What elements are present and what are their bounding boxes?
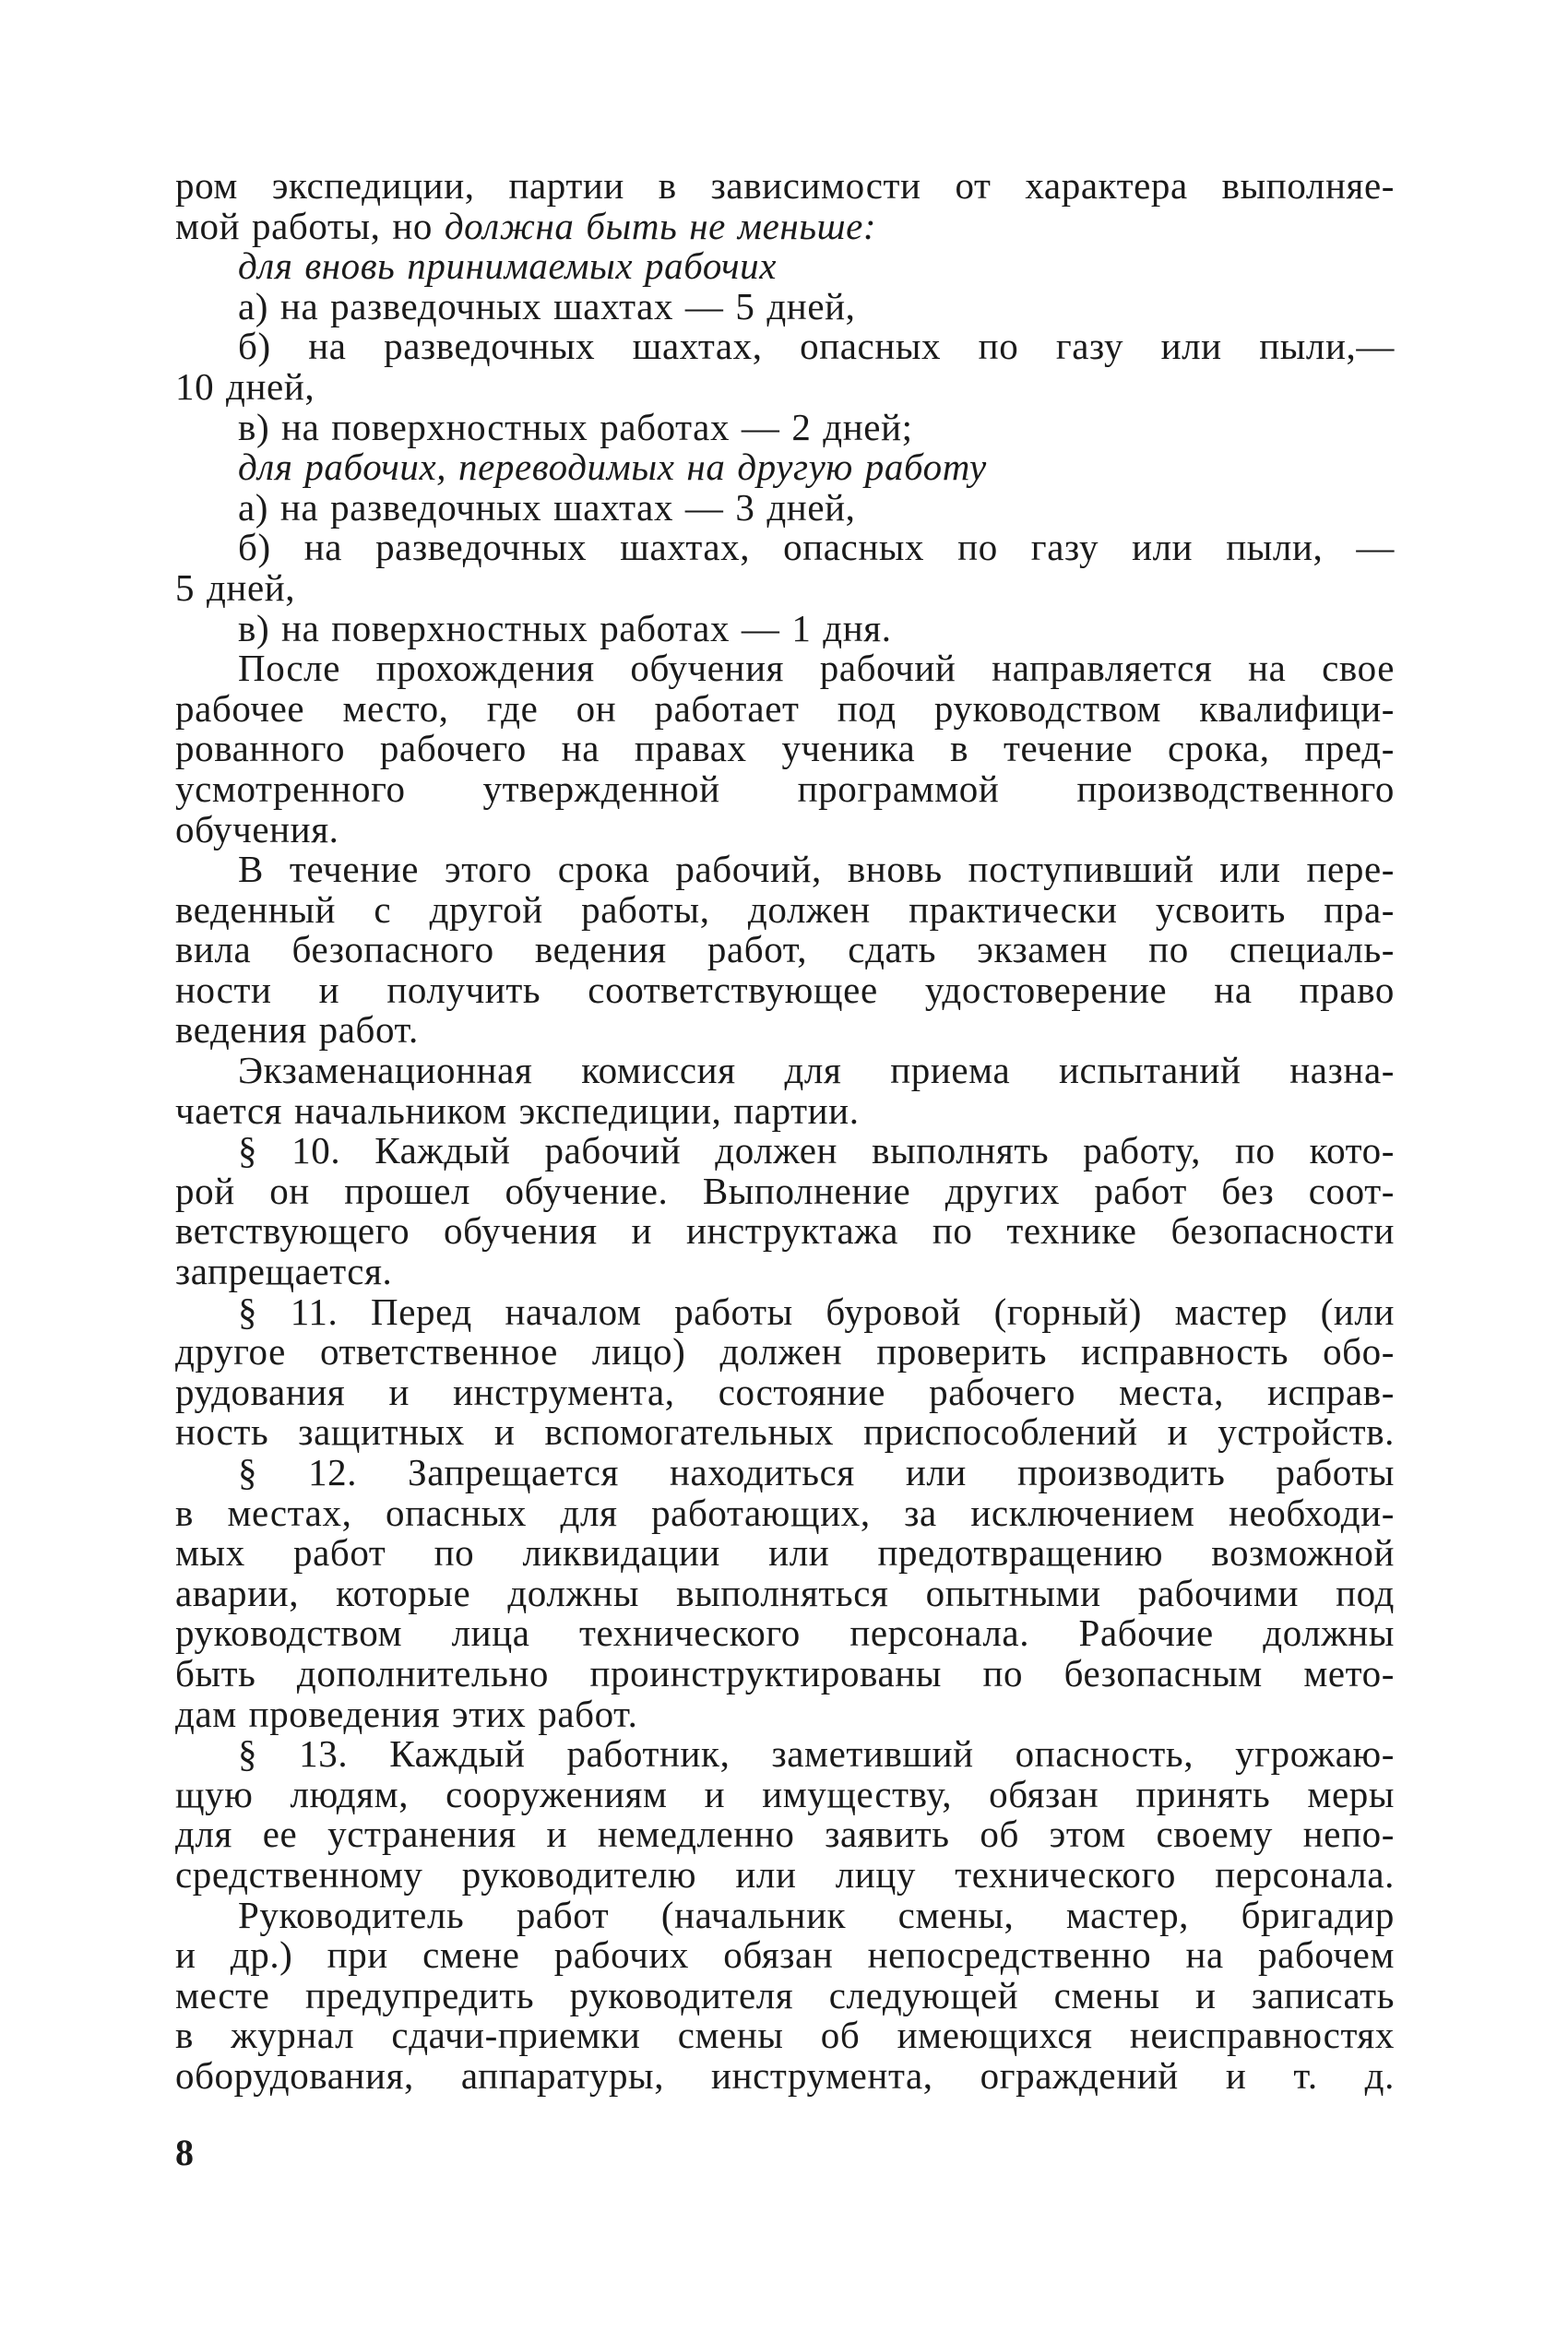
italic-text: должна быть не меньше:	[444, 204, 877, 247]
text-segment: После прохождения обучения рабочий направляется на свое	[238, 647, 1395, 690]
doc-line	[175, 769, 1395, 810]
page-number: 8	[175, 2132, 194, 2173]
doc-line	[175, 1010, 1395, 1051]
doc-line	[175, 1893, 1395, 1936]
text-segment: ности и получить соответствующее удостоверение на право	[175, 968, 1395, 1011]
doc-line	[175, 1412, 1395, 1453]
text-segment: ром экспедиции, партии в зависимости от характера выполняе-	[175, 164, 1395, 207]
doc-line	[175, 246, 1395, 287]
doc-line	[175, 1088, 1395, 1132]
text-segment: § 12. Запрещается находиться или производить работы	[238, 1451, 1395, 1493]
text-segment: рабочее место, где он работает под руководством квалифици-	[175, 686, 1395, 730]
doc-line	[175, 1533, 1395, 1574]
text-segment: 10 дней,	[175, 364, 315, 408]
doc-line	[175, 807, 1395, 850]
doc-line	[175, 1171, 1395, 1212]
doc-line	[175, 1292, 1395, 1333]
text-segment: а) на разведочных шахтах — 3 дней,	[238, 485, 856, 529]
doc-line	[175, 1935, 1395, 1976]
doc-line	[175, 485, 1395, 529]
text-segment: щую людям, сооружениям и имуществу, обязан принять меры	[175, 1772, 1395, 1815]
doc-line	[175, 2053, 1395, 2097]
body-text	[175, 166, 1395, 2097]
doc-line	[175, 648, 1395, 689]
doc-line	[175, 1613, 1395, 1654]
doc-line	[175, 1493, 1395, 1534]
text-segment: и др.) при смене рабочих обязан непосредственно на рабочем	[175, 1933, 1395, 1977]
doc-line	[175, 1814, 1395, 1855]
doc-line	[175, 284, 1395, 327]
doc-line	[175, 887, 1395, 931]
doc-line	[175, 1131, 1395, 1171]
doc-line	[175, 1651, 1395, 1695]
text-segment: аварии, которые должны выполняться опытными рабочими под	[175, 1571, 1395, 1614]
text-segment: веденный с другой работы, должен практически усвоить пра-	[175, 887, 1395, 931]
text-segment: рой он прошел обучение. Выполнение других работ без соот-	[175, 1169, 1395, 1212]
text-segment: в) на поверхностных работах — 2 дней;	[238, 405, 913, 448]
doc-line	[175, 1051, 1395, 1091]
doc-line	[175, 166, 1395, 207]
text-segment: вила безопасного ведения работ, сдать экзамен по специаль-	[175, 928, 1395, 971]
doc-line	[175, 1453, 1395, 1493]
text-segment: мых работ по ликвидации или предотвращению возможной	[175, 1531, 1395, 1575]
doc-line	[175, 1332, 1395, 1373]
italic-text: для вновь принимаемых рабочих	[238, 244, 778, 288]
text-segment: ведения работ.	[175, 1008, 419, 1052]
text-segment: оборудования, аппаратуры, инструмента, ограждений и т. д.	[175, 2053, 1395, 2097]
text-segment: ность защитных и вспомогательных приспособлений и устройств.	[175, 1410, 1395, 1454]
doc-line	[175, 2016, 1395, 2056]
doc-line	[175, 930, 1395, 970]
text-segment: § 10. Каждый рабочий должен выполнять работу, по кото-	[238, 1129, 1395, 1172]
text-segment: усмотренного утвержденной программой производственного	[175, 767, 1395, 810]
text-segment: запрещается.	[175, 1250, 393, 1293]
doc-line	[175, 565, 1395, 609]
text-segment: для ее устранения и немедленно заявить об этом своему непо-	[175, 1813, 1395, 1856]
text-segment: Руководитель работ (начальник смены, мастер, бригадир	[238, 1893, 1395, 1936]
text-segment: 5 дней,	[175, 565, 296, 609]
doc-line	[175, 447, 1395, 488]
text-segment: дам проведения этих работ.	[175, 1692, 638, 1735]
text-segment: § 11. Перед началом работы буровой (горный) мастер (или	[238, 1290, 1395, 1333]
doc-line	[175, 364, 1395, 408]
doc-line	[175, 405, 1395, 448]
text-segment: Экзаменационная комиссия для приема испытаний назна-	[238, 1049, 1395, 1092]
doc-line	[175, 1370, 1395, 1413]
doc-line	[175, 1734, 1395, 1775]
text-segment: руководством лица технического персонала. Рабочие должны	[175, 1611, 1395, 1655]
doc-line	[175, 1692, 1395, 1735]
text-segment: § 13. Каждый работник, заметивший опасность, угрожаю-	[238, 1732, 1395, 1776]
text-segment: обучения.	[175, 807, 339, 850]
text-segment: другое ответственное лицо) должен проверить исправность обо-	[175, 1330, 1395, 1374]
text-segment: б) на разведочных шахтах, опасных по газу или пыли,—	[238, 325, 1395, 368]
doc-line	[175, 970, 1395, 1011]
doc-line	[175, 850, 1395, 890]
text-segment: в местах, опасных для работающих, за исключением необходи-	[175, 1491, 1395, 1534]
text-segment: рованного рабочего на правах ученика в течение срока, пред-	[175, 727, 1395, 770]
doc-line	[175, 686, 1395, 730]
text-segment: а) на разведочных шахтах — 5 дней,	[238, 284, 856, 327]
text-segment: б) на разведочных шахтах, опасных по газу или пыли, —	[238, 526, 1395, 569]
doc-line	[175, 1852, 1395, 1896]
text-segment: рудования и инструмента, состояние рабочего места, исправ-	[175, 1370, 1395, 1413]
text-segment: в) на поверхностных работах — 1 дня.	[238, 606, 892, 649]
doc-line	[175, 327, 1395, 367]
text-segment: В течение этого срока рабочий, вновь поступивший или пере-	[238, 848, 1395, 891]
doc-line	[175, 606, 1395, 649]
doc-line	[175, 528, 1395, 568]
text-segment: мой работы, но	[175, 204, 445, 247]
doc-line	[175, 729, 1395, 769]
italic-text: для рабочих, переводимых на другую работу	[238, 446, 987, 489]
text-segment: быть дополнительно проинструктированы по безопасным мето-	[175, 1651, 1395, 1695]
text-segment: чается начальником экспедиции, партии.	[175, 1088, 860, 1132]
doc-line	[175, 1211, 1395, 1252]
doc-line	[175, 1973, 1395, 2016]
text-segment: ветствующего обучения и инструктажа по технике безопасности	[175, 1209, 1395, 1253]
doc-line	[175, 1252, 1395, 1292]
doc-line	[175, 1772, 1395, 1815]
text-segment: месте предупредить руководителя следующей смены и записать	[175, 1973, 1395, 2016]
doc-line	[175, 204, 1395, 247]
text-segment: средственному руководителю или лицу технического персонала.	[175, 1852, 1395, 1896]
text-segment: в журнал сдачи-приемки смены об имеющихся неисправностях	[175, 2014, 1395, 2057]
doc-line	[175, 1571, 1395, 1614]
